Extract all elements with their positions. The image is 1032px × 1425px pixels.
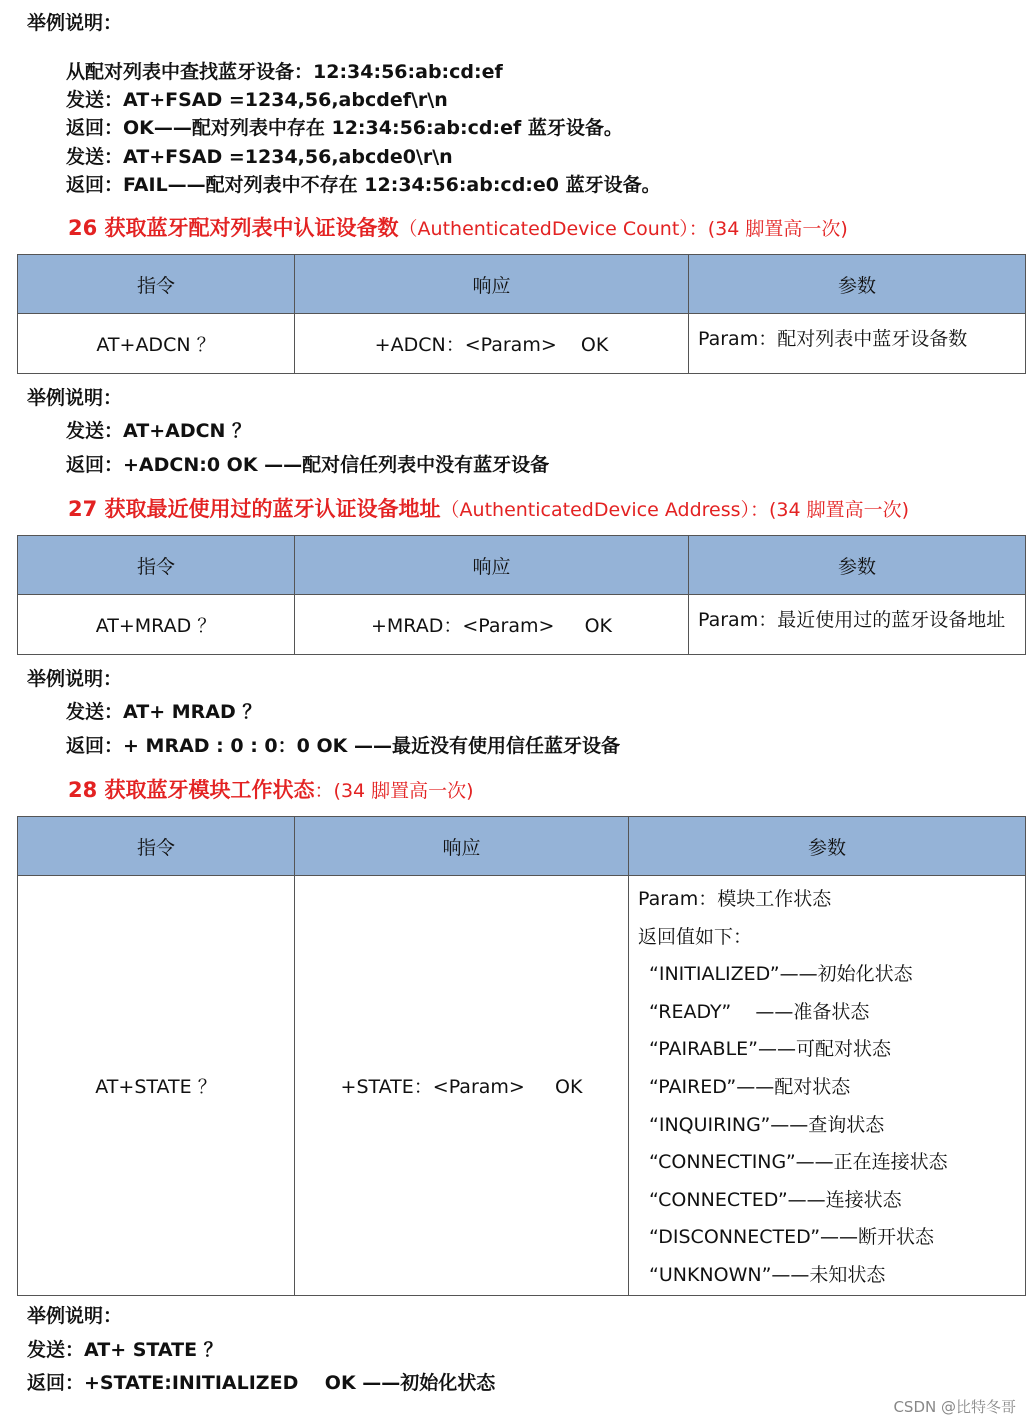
state-connected: “CONNECTED”——连接状态 xyxy=(649,1188,902,1211)
example-line: 从配对列表中查找蓝牙设备：12:34:56:ab:cd:ef xyxy=(66,61,503,83)
example-return-26: 返回：+ADCN:0 OK ——配对信任列表中没有蓝牙设备 xyxy=(66,454,550,476)
response-cell: +MRAD：<Param> OK xyxy=(295,595,689,655)
state-connecting: “CONNECTING”——正在连接状态 xyxy=(649,1151,948,1174)
example-line: 返回：OK——配对列表中存在 12:34:56:ab:cd:ef 蓝牙设备。 xyxy=(66,117,623,139)
header-param: 参数 xyxy=(689,536,1026,595)
param-cell xyxy=(629,876,1026,1296)
response-cell: +ADCN：<Param> OK xyxy=(295,314,689,374)
example-send-27: 发送：AT+ MRAD ？ xyxy=(66,701,262,723)
example-title-28: 举例说明： xyxy=(27,1305,123,1327)
example-return-27: 返回：+ MRAD : 0 : 0：0 OK ——最近没有使用信任蓝牙设备 xyxy=(66,735,620,757)
param-cell: Param：配对列表中蓝牙设备数 xyxy=(689,314,1026,374)
header-param: 参数 xyxy=(629,817,1026,876)
section-heading-28 xyxy=(68,774,474,804)
command-cell: AT+STATE ？ xyxy=(18,876,295,1296)
header-response: 响应 xyxy=(295,536,689,595)
state-inquiring: “INQUIRING”——查询状态 xyxy=(649,1113,885,1136)
section-heading-26 xyxy=(68,212,848,242)
state-ready: “READY” ——准备状态 xyxy=(649,1000,870,1023)
section-heading-sub: （AuthenticatedDevice Address）：(34 脚置高一次) xyxy=(440,499,910,521)
example-title-top: 举例说明： xyxy=(27,12,123,34)
example-return-28: 返回：+STATE:INITIALIZED OK ——初始化状态 xyxy=(27,1372,496,1394)
header-param: 参数 xyxy=(689,255,1026,314)
command-cell: AT+MRAD ？ xyxy=(18,595,295,655)
example-title-26: 举例说明： xyxy=(27,387,123,409)
state-pairable: “PAIRABLE”——可配对状态 xyxy=(649,1038,891,1061)
section-heading-text: 28 获取蓝牙模块工作状态 xyxy=(68,778,315,802)
state-unknown: “UNKNOWN”——未知状态 xyxy=(649,1263,886,1286)
state-paired: “PAIRED”——配对状态 xyxy=(649,1075,851,1098)
example-line: 发送：AT+FSAD =1234,56,abcdef\r\n xyxy=(66,89,448,111)
example-send-28: 发送：AT+ STATE ？ xyxy=(27,1339,223,1361)
command-table-26 xyxy=(17,254,1026,374)
header-command: 指令 xyxy=(18,255,295,314)
param-cell: Param：最近使用过的蓝牙设备地址 xyxy=(689,595,1026,655)
header-command: 指令 xyxy=(18,817,295,876)
section-heading-text: 26 获取蓝牙配对列表中认证设备数 xyxy=(68,216,399,240)
command-table-27 xyxy=(17,535,1026,655)
section-heading-sub: ：(34 脚置高一次) xyxy=(314,780,474,802)
section-heading-sub: （AuthenticatedDevice Count）：(34 脚置高一次) xyxy=(398,218,848,240)
param-line: 返回值如下： xyxy=(638,925,753,948)
header-command: 指令 xyxy=(18,536,295,595)
section-heading-text: 27 获取最近使用过的蓝牙认证设备地址 xyxy=(68,497,441,521)
command-cell: AT+ADCN ？ xyxy=(18,314,295,374)
header-response: 响应 xyxy=(295,817,629,876)
header-response: 响应 xyxy=(295,255,689,314)
command-table-28 xyxy=(17,816,1026,1296)
response-cell: +STATE：<Param> OK xyxy=(295,876,629,1296)
section-heading-27 xyxy=(68,493,909,523)
param-line: Param：模块工作状态 xyxy=(638,888,832,910)
watermark: CSDN @比特冬哥 xyxy=(893,1398,1016,1416)
example-line: 发送：AT+FSAD =1234,56,abcde0\r\n xyxy=(66,146,453,168)
example-line: 返回：FAIL——配对列表中不存在 12:34:56:ab:cd:e0 蓝牙设备。 xyxy=(66,174,661,196)
param-list xyxy=(638,881,1017,1295)
example-title-27: 举例说明： xyxy=(27,668,123,690)
state-disconnected: “DISCONNECTED”——断开状态 xyxy=(649,1226,935,1249)
state-initialized: “INITIALIZED”——初始化状态 xyxy=(649,963,913,986)
example-send-26: 发送：AT+ADCN ？ xyxy=(66,420,252,442)
